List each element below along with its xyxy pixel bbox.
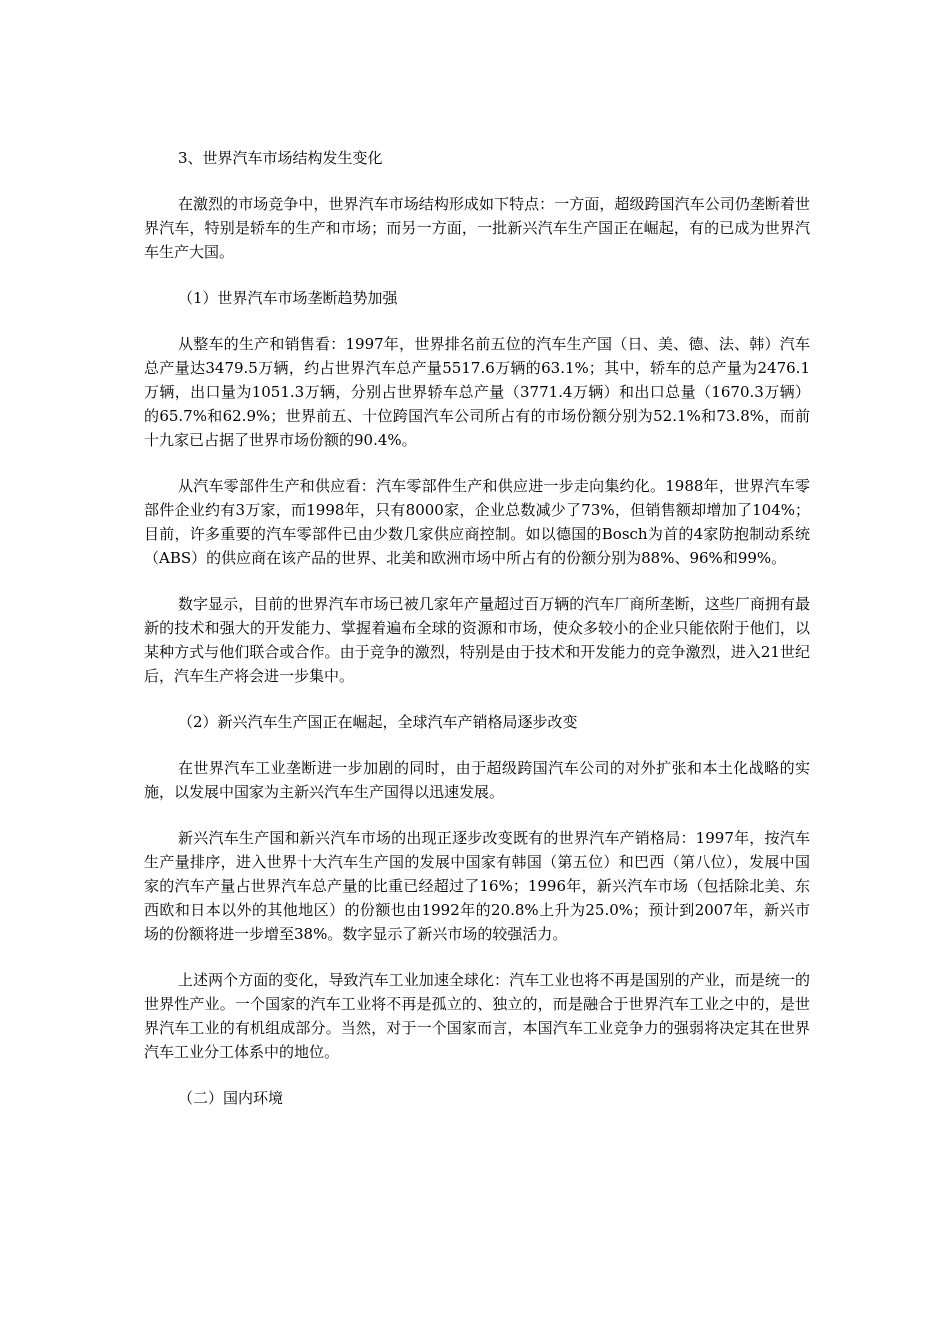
paragraph: 新兴汽车生产国和新兴汽车市场的出现正逐步改变既有的世界汽车产销格局：1997年，按汽车生产量排序，进入世界十大汽车生产国的发展中国家有韩国（第五位）和巴西（第八位），发展中国家的汽车产量占世界汽车总产量的比重已经超过了16%；1996年，新兴汽车市场（包括除北美、东西欧和日本以外的其他地区）的份额也由1992年的20.8%上升为25.0%；预计到2007年，新兴市场的份额将进一步增至38%。数字显示了新兴市场的较强活力。 — [144, 829, 810, 943]
subsection-heading: （2）新兴汽车生产国正在崛起，全球汽车产销格局逐步改变 — [178, 713, 578, 731]
paragraph: 在激烈的市场竞争中，世界汽车市场结构形成如下特点：一方面，超级跨国汽车公司仍垄断着世界汽车，特别是轿车的生产和市场；而另一方面，一批新兴汽车生产国正在崛起，有的已成为世界汽车生产大国。 — [144, 195, 810, 261]
subsection-heading: （1）世界汽车市场垄断趋势加强 — [178, 289, 398, 307]
paragraph: 上述两个方面的变化，导致汽车工业加速全球化：汽车工业也将不再是国别的产业，而是统一的世界性产业。一个国家的汽车工业将不再是孤立的、独立的，而是融合于世界汽车工业之中的，是世界汽车工业的有机组成部分。当然，对于一个国家而言，本国汽车工业竞争力的强弱将决定其在世界汽车工业分工体系中的地位。 — [144, 971, 810, 1061]
section-heading: 3、世界汽车市场结构发生变化 — [178, 149, 383, 167]
paragraph: 从汽车零部件生产和供应看：汽车零部件生产和供应进一步走向集约化。1988年，世界汽车零部件企业约有3万家，而1998年，只有8000家，企业总数减少了73%，但销售额却增加了104%；目前，许多重要的汽车零部件已由少数几家供应商控制。如以德国的Bosch为首的4家防抱制动系统（ABS）的供应商在该产品的世界、北美和欧洲市场中所占有的份额分别为88%、96%和99%。 — [144, 477, 810, 567]
section-heading: （二）国内环境 — [178, 1089, 284, 1107]
paragraph: 数字显示，目前的世界汽车市场已被几家年产量超过百万辆的汽车厂商所垄断，这些厂商拥有最新的技术和强大的开发能力、掌握着遍布全球的资源和市场，使众多较小的企业只能依附于他们，以某种方式与他们联合或合作。由于竞争的激烈，特别是由于技术和开发能力的竞争激烈，进入21世纪后，汽车生产将会进一步集中。 — [144, 595, 810, 685]
document-body — [144, 146, 810, 1132]
paragraph: 在世界汽车工业垄断进一步加剧的同时，由于超级跨国汽车公司的对外扩张和本土化战略的实施，以发展中国家为主新兴汽车生产国得以迅速发展。 — [144, 759, 810, 801]
paragraph: 从整车的生产和销售看：1997年，世界排名前五位的汽车生产国（日、美、德、法、韩）汽车总产量达3479.5万辆，约占世界汽车总产量5517.6万辆的63.1%；其中，轿车的总产量为2476.1万辆，出口量为1051.3万辆，分别占世界轿车总产量（3771.4万辆）和出口总量（1670.3万辆）的65.7%和62.9%；世界前五、十位跨国汽车公司所占有的市场份额分别为52.1%和73.8%，而前十九家已占据了世界市场份额的90.4%。 — [144, 335, 810, 449]
